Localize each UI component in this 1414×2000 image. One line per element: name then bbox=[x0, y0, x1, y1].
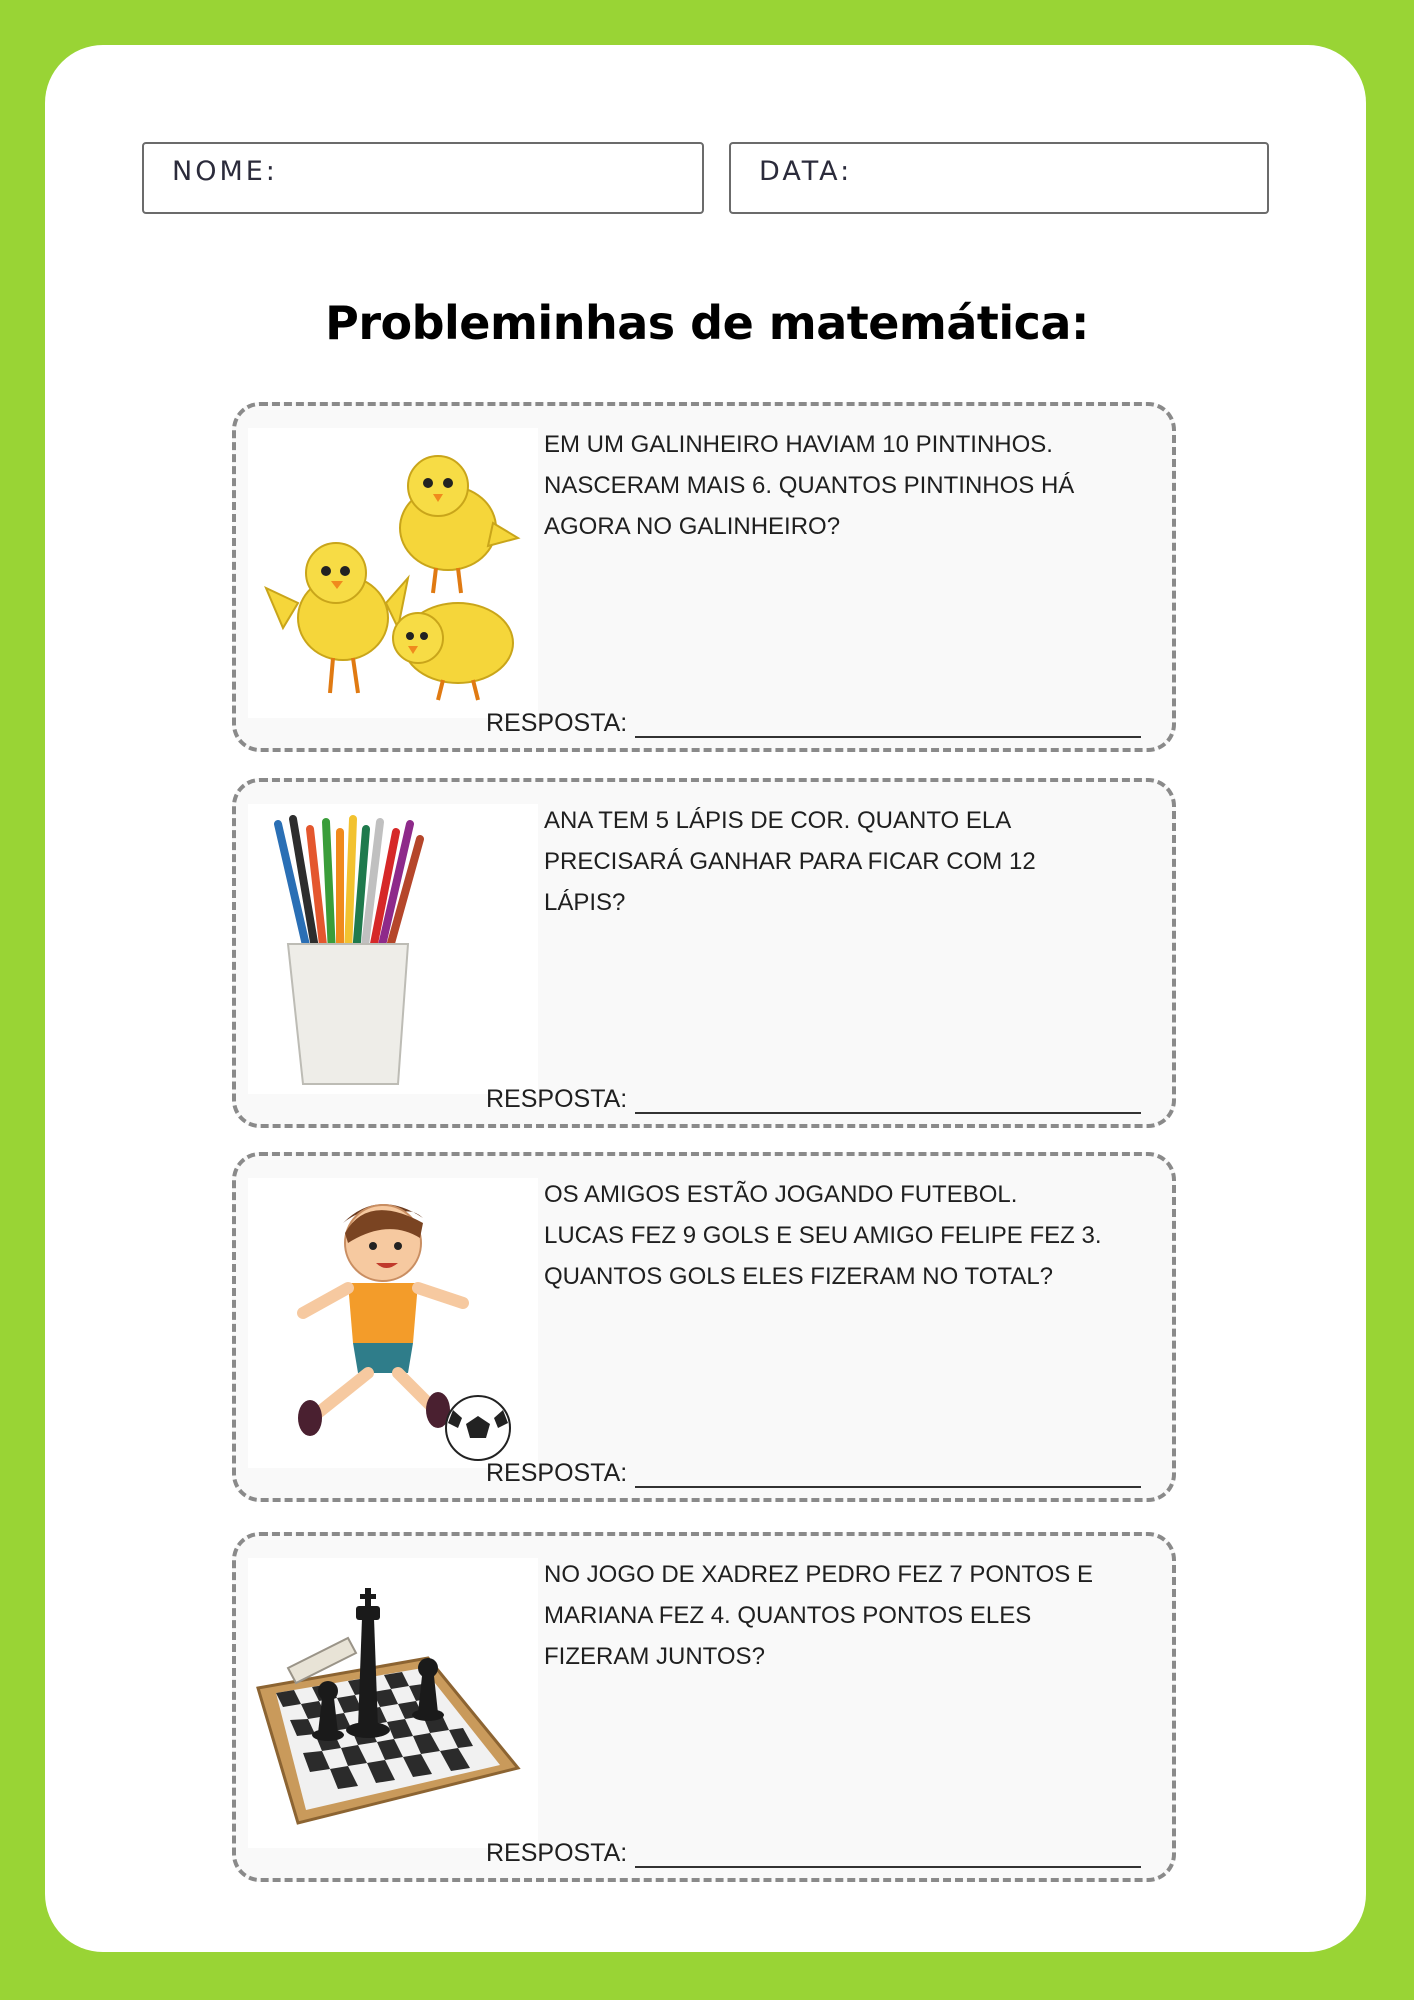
chicks-illustration bbox=[248, 428, 538, 718]
answer-line-4[interactable] bbox=[635, 1840, 1141, 1868]
name-label: NOME: bbox=[172, 156, 278, 187]
answer-row-1 bbox=[486, 702, 1141, 738]
answer-label-2: RESPOSTA: bbox=[486, 1085, 628, 1113]
problem-card-4 bbox=[232, 1532, 1176, 1882]
colored-pencils-cup-illustration bbox=[248, 804, 538, 1094]
answer-line-1[interactable] bbox=[635, 710, 1141, 738]
problem-card-2 bbox=[232, 778, 1176, 1128]
problem-question-1: EM UM GALINHEIRO HAVIAM 10 PINTINHOS. NASCERAM MAIS 6. QUANTOS PINTINHOS HÁ AGORA NO GALINHEIRO? bbox=[544, 431, 1075, 540]
boy-soccer-illustration bbox=[248, 1178, 538, 1468]
chick-back bbox=[400, 456, 518, 593]
answer-row-3 bbox=[486, 1452, 1141, 1488]
date-field[interactable] bbox=[729, 142, 1269, 214]
answer-line-2[interactable] bbox=[635, 1086, 1141, 1114]
problem-card-3 bbox=[232, 1152, 1176, 1502]
pencil-cup bbox=[288, 944, 408, 1084]
boy bbox=[298, 1204, 463, 1436]
name-field[interactable] bbox=[142, 142, 704, 214]
soccer-ball bbox=[446, 1396, 510, 1460]
answer-row-2 bbox=[486, 1078, 1141, 1114]
problem-question-3: OS AMIGOS ESTÃO JOGANDO FUTEBOL. LUCAS FEZ 9 GOLS E SEU AMIGO FELIPE FEZ 3. QUANTOS GOLS ELES FIZERAM NO TOTAL? bbox=[544, 1181, 1102, 1290]
problem-card-1 bbox=[232, 402, 1176, 752]
date-label: DATA: bbox=[759, 156, 853, 187]
problem-question-2: ANA TEM 5 LÁPIS DE COR. QUANTO ELA PRECISARÁ GANHAR PARA FICAR COM 12 LÁPIS? bbox=[544, 807, 1036, 916]
page-title: Probleminhas de matemática: bbox=[325, 296, 1089, 350]
answer-label-4: RESPOSTA: bbox=[486, 1839, 628, 1867]
pencils bbox=[278, 819, 420, 954]
answer-row-4 bbox=[486, 1832, 1141, 1868]
problem-question-4: NO JOGO DE XADREZ PEDRO FEZ 7 PONTOS E MARIANA FEZ 4. QUANTOS PONTOS ELES FIZERAM JUNTOS? bbox=[544, 1561, 1093, 1670]
chick-right bbox=[393, 603, 513, 700]
chick-left bbox=[266, 543, 408, 693]
chess-board-illustration bbox=[248, 1558, 538, 1848]
answer-label-3: RESPOSTA: bbox=[486, 1459, 628, 1487]
answer-line-3[interactable] bbox=[635, 1460, 1141, 1488]
answer-label-1: RESPOSTA: bbox=[486, 709, 628, 737]
